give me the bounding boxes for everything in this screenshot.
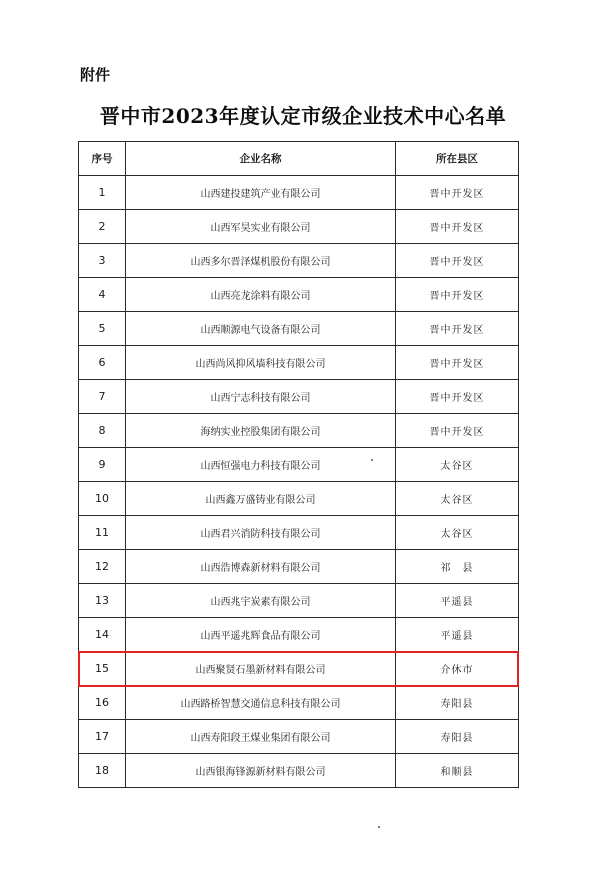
cell-county: 晋中开发区 (396, 312, 519, 346)
cell-county: 晋中开发区 (396, 380, 519, 414)
cell-company: 山西建投建筑产业有限公司 (126, 176, 396, 210)
cell-county: 晋中开发区 (396, 210, 519, 244)
cell-company: 山西聚贤石墨新材料有限公司 (126, 652, 396, 686)
cell-county: 和顺县 (396, 754, 519, 788)
cell-seq: 17 (79, 720, 126, 754)
cell-seq: 16 (79, 686, 126, 720)
company-list-table (78, 141, 519, 788)
table-header-row (79, 142, 519, 176)
cell-company: 山西君兴消防科技有限公司 (126, 516, 396, 550)
cell-company: 山西兆宇炭素有限公司 (126, 584, 396, 618)
cell-seq: 2 (79, 210, 126, 244)
cell-county: 寿阳县 (396, 686, 519, 720)
cell-company: 山西平遥兆辉食品有限公司 (126, 618, 396, 652)
attachment-label: 附件 (80, 66, 111, 84)
cell-seq: 7 (79, 380, 126, 414)
table-row (79, 346, 519, 380)
cell-seq: 4 (79, 278, 126, 312)
cell-seq: 18 (79, 754, 126, 788)
table-row (79, 754, 519, 788)
cell-seq: 13 (79, 584, 126, 618)
cell-county: 太谷区 (396, 516, 519, 550)
cell-company: 山西军昊实业有限公司 (126, 210, 396, 244)
cell-company: 山西鑫万盛铸业有限公司 (126, 482, 396, 516)
cell-seq: 11 (79, 516, 126, 550)
cell-seq: 10 (79, 482, 126, 516)
table-row (79, 550, 519, 584)
cell-county: 晋中开发区 (396, 176, 519, 210)
cell-county: 太谷区 (396, 482, 519, 516)
table-row (79, 176, 519, 210)
table-row (79, 720, 519, 754)
header-county: 所在县区 (396, 142, 519, 176)
cell-seq: 12 (79, 550, 126, 584)
table-row (79, 210, 519, 244)
cell-county: 太谷区 (396, 448, 519, 482)
cell-county: 平遥县 (396, 584, 519, 618)
cell-seq: 15 (79, 652, 126, 686)
cell-company: 山西顺源电气设备有限公司 (126, 312, 396, 346)
header-seq: 序号 (79, 142, 126, 176)
cell-county: 晋中开发区 (396, 346, 519, 380)
table-row (79, 414, 519, 448)
cell-seq: 8 (79, 414, 126, 448)
cell-seq: 6 (79, 346, 126, 380)
table-row (79, 380, 519, 414)
table-row (79, 244, 519, 278)
cell-seq: 9 (79, 448, 126, 482)
cell-company: 山西尚风抑风墙科技有限公司 (126, 346, 396, 380)
table-row-highlighted (79, 652, 519, 686)
cell-company: 山西亮龙涂料有限公司 (126, 278, 396, 312)
scan-speck (371, 459, 373, 461)
cell-company: 山西宁志科技有限公司 (126, 380, 396, 414)
table-row (79, 482, 519, 516)
cell-county: 平遥县 (396, 618, 519, 652)
cell-company: 山西浩博森新材料有限公司 (126, 550, 396, 584)
document-title: 晋中市2023年度认定市级企业技术中心名单 (99, 104, 507, 128)
cell-company: 山西寿阳段王煤业集团有限公司 (126, 720, 396, 754)
cell-county: 祁 县 (396, 550, 519, 584)
table-row (79, 312, 519, 346)
cell-company: 山西路桥智慧交通信息科技有限公司 (126, 686, 396, 720)
cell-seq: 14 (79, 618, 126, 652)
cell-county: 晋中开发区 (396, 414, 519, 448)
table-row (79, 618, 519, 652)
cell-county: 晋中开发区 (396, 278, 519, 312)
cell-seq: 3 (79, 244, 126, 278)
table-row (79, 516, 519, 550)
cell-company: 山西银海锋源新材料有限公司 (126, 754, 396, 788)
header-company: 企业名称 (126, 142, 396, 176)
cell-company: 山西多尔晋泽煤机股份有限公司 (126, 244, 396, 278)
table-row (79, 448, 519, 482)
scan-speck (378, 826, 380, 828)
cell-county: 寿阳县 (396, 720, 519, 754)
cell-seq: 1 (79, 176, 126, 210)
table-row (79, 278, 519, 312)
cell-company: 海纳实业控股集团有限公司 (126, 414, 396, 448)
cell-county: 介休市 (396, 652, 519, 686)
cell-county: 晋中开发区 (396, 244, 519, 278)
table-row (79, 686, 519, 720)
cell-seq: 5 (79, 312, 126, 346)
cell-company: 山西恒强电力科技有限公司 (126, 448, 396, 482)
table-row (79, 584, 519, 618)
